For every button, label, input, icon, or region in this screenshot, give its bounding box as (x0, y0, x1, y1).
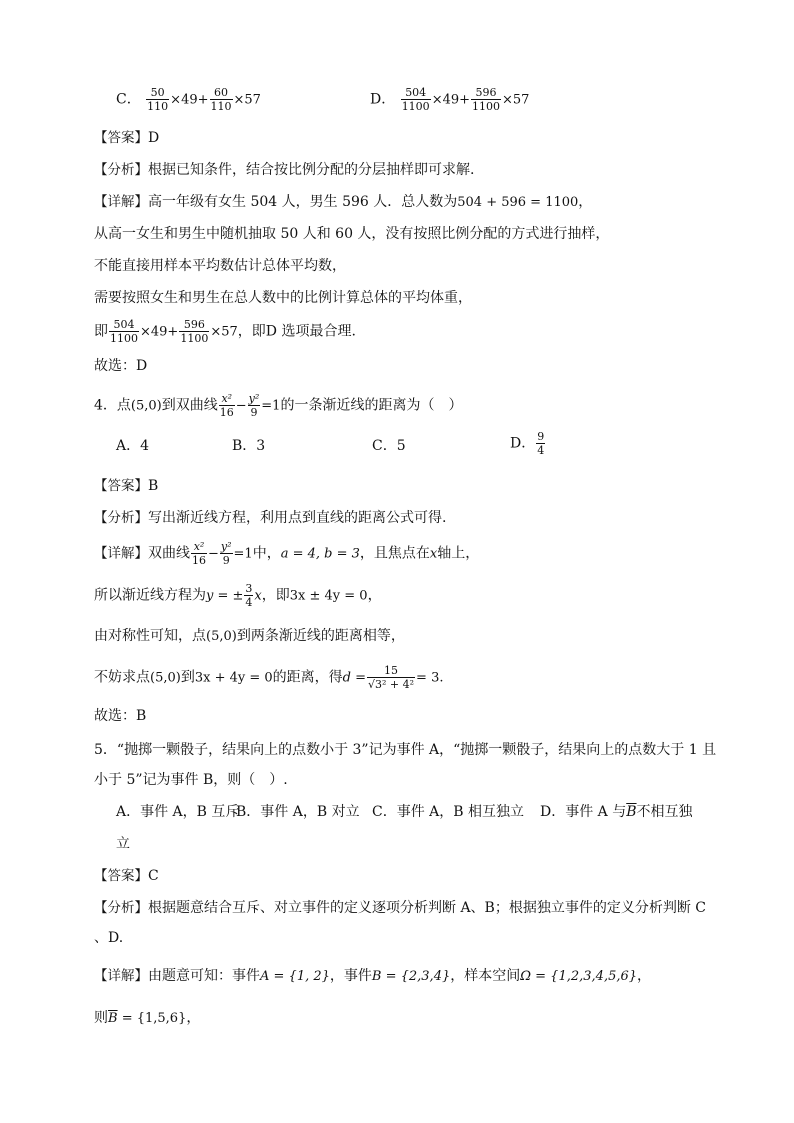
fraction: $\frac{9}{4}$ (537, 430, 545, 457)
q3-option-d: D． $\frac{504}{1100}$ ×49+ $\frac{596}{1100}$ ×57 (370, 86, 530, 113)
q5-option-a: A．事件 A，B 互斥 (116, 804, 240, 820)
q5-analysis-line-2: 、D. (94, 930, 124, 946)
fraction: $\frac{\text{x²}}{16}$ (192, 540, 206, 567)
q4-option-d: D． $\frac{9}{4}$ (510, 430, 545, 457)
q3-answer: 【答案】D (94, 130, 160, 146)
q4-option-a: A．4 (116, 438, 150, 454)
q5-answer: 【答案】C (94, 868, 159, 884)
fraction: $\frac{15}{\text{√3² + 4²}}$ (368, 664, 415, 691)
q5-detail-line-2: 则$\overline{B} = \{1,5,6\}$， (94, 1010, 201, 1026)
option-label: C． (116, 91, 141, 108)
q3-analysis: 【分析】根据已知条件，结合按比例分配的分层抽样即可求解. (94, 162, 475, 178)
q5-option-d: D．事件 A 与$\overline{B}$不相互独 (540, 804, 693, 820)
fraction: $\frac{596}{1100}$ (472, 86, 501, 113)
fraction: $\frac{504}{1100}$ (110, 318, 138, 345)
fraction: $\frac{60}{110}$ (210, 86, 232, 113)
q3-detail-line-1: 【详解】高一年级有女生 504 人，男生 596 人．总人数为504 + 596 = 1100， (94, 194, 593, 210)
q4-detail-line-3: 由对称性可知，点(5,0)到两条渐近线的距离相等， (94, 628, 405, 644)
option-label: D． (370, 91, 396, 108)
fraction: $\frac{\text{y²}}{9}$ (220, 540, 232, 567)
q4-option-b: B．3 (232, 438, 266, 454)
q4-detail-line-2: 所以渐近线方程为y = ± $\frac{3}{4}$ x，即3x ± 4y = 0， (94, 582, 382, 609)
q5-stem-line-2: 小于 5”记为事件 B，则（ ）. (94, 772, 288, 788)
q4-detail-line-4: 不妨求点(5,0)到3x + 4y = 0的距离，得d = $\frac{15}{\text{√3² + 4²}}$ = 3. (94, 664, 444, 691)
q5-stem-line-1: 5．“抛掷一颗骰子，结果向上的点数小于 3”记为事件 A，“抛掷一颗骰子，结果向上的点数大于 1 且 (94, 742, 717, 758)
q4-answer: 【答案】B (94, 478, 159, 494)
q5-detail-line-1: 【详解】由题意可知：事件A = {1, 2}，事件B = {2,3,4}，样本空间Ω = {1,2,3,4,5,6}， (94, 968, 652, 984)
q3-detail-line-5: 即 $\frac{504}{1100}$ ×49+ $\frac{596}{1100}$ ×57，即D 选项最合理. (94, 318, 356, 345)
q3-choose: 故选：D (94, 358, 148, 374)
q5-analysis-line-1: 【分析】根据题意结合互斥、对立事件的定义逐项分析判断 A、B；根据独立事件的定义分析判断 C (94, 900, 707, 916)
q5-option-b: B．事件 A，B 对立 (236, 804, 360, 820)
q5-option-d-wrap: 立 (116, 836, 130, 852)
fraction: $\frac{3}{4}$ (245, 582, 253, 609)
q3-detail-line-4: 需要按照女生和男生在总人数中的比例计算总体的平均体重， (94, 290, 472, 306)
fraction: $\frac{504}{1100}$ (401, 86, 430, 113)
q4-stem: 4．点(5,0)到双曲线 $\frac{\text{x²}}{16}$ − $\frac{\text{y²}}{9}$ =1的一条渐近线的距离为（ ） (94, 392, 463, 419)
q4-choose: 故选：B (94, 708, 147, 724)
q4-detail-line-1: 【详解】双曲线 $\frac{\text{x²}}{16}$ − $\frac{\text{y²}}{9}$ =1中，a = 4, b = 3，且焦点在x轴上， (94, 540, 480, 567)
fraction: $\frac{50}{110}$ (147, 86, 169, 113)
q4-analysis: 【分析】写出渐近线方程，利用点到直线的距离公式可得. (94, 510, 447, 526)
q3-option-c: C． $\frac{50}{110}$ ×49+ $\frac{60}{110}$ ×57 (116, 86, 261, 113)
fraction: $\frac{596}{1100}$ (180, 318, 209, 345)
q4-option-c: C．5 (372, 438, 406, 454)
fraction: $\frac{\text{y²}}{9}$ (248, 392, 260, 419)
fraction: $\frac{\text{x²}}{16}$ (219, 392, 234, 419)
q3-detail-line-2: 从高一女生和男生中随机抽取 50 人和 60 人，没有按照比例分配的方式进行抽样， (94, 226, 610, 242)
q3-detail-line-3: 不能直接用样本平均数估计总体平均数， (94, 258, 346, 274)
q5-option-c: C．事件 A，B 相互独立 (372, 804, 525, 820)
